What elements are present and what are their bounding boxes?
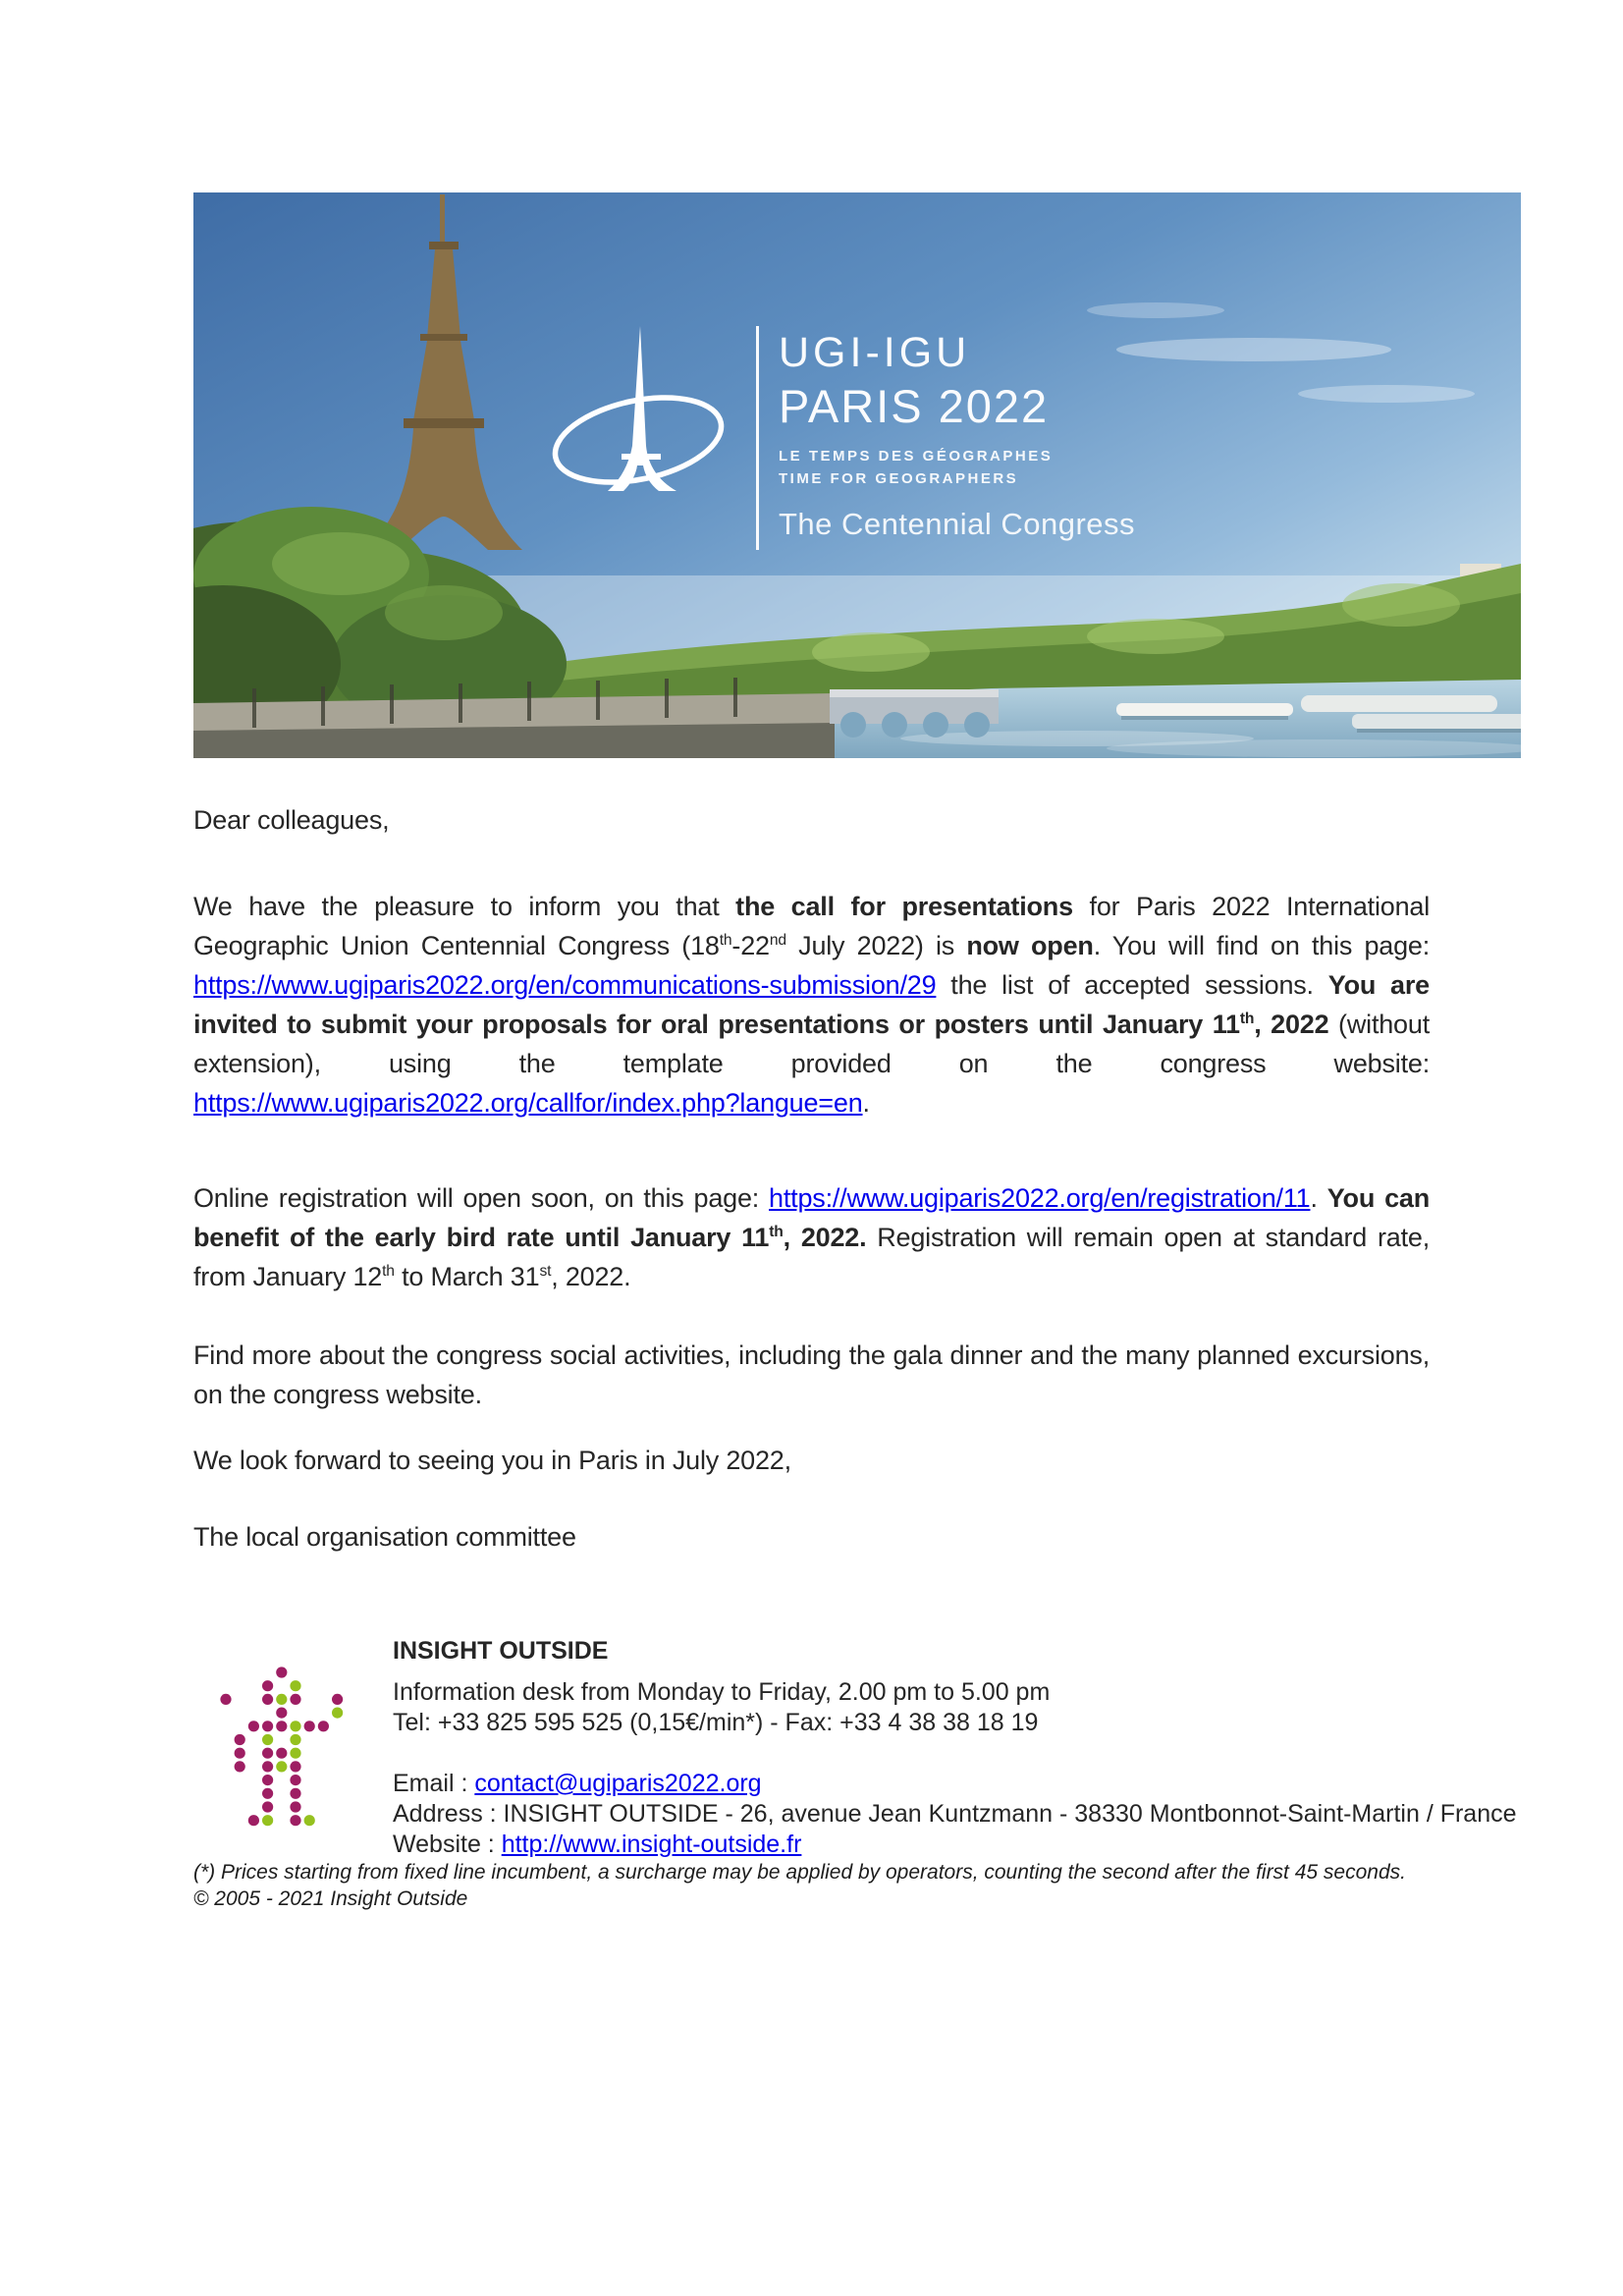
text-segment: (without extension), using the template provided on the congress website:	[193, 1010, 1430, 1078]
hyperlink[interactable]: https://www.ugiparis2022.org/callfor/index.php?langue=en	[193, 1088, 863, 1118]
banner-tagline-fr: LE TEMPS DES GÉOGRAPHES	[779, 448, 1054, 465]
text-segment: Find more about the congress social activities, including the gala dinner and the many planned excursions, on the congress website.	[193, 1340, 1430, 1409]
text-segment: the call for presentations	[735, 892, 1073, 921]
text-segment: You can benefit of the early bird rate until January 11	[193, 1183, 1430, 1252]
congress-logo-icon	[537, 308, 745, 505]
salutation: Dear colleagues,	[193, 805, 390, 835]
text-segment: We have the pleasure to inform you that	[193, 892, 736, 921]
text-segment: th	[769, 1224, 784, 1240]
footer-footnote: (*) Prices starting from fixed line incumbent, a surcharge may be applied by operators, counting the second after the first 45 seconds.	[193, 1861, 1406, 1884]
footer-website-line	[393, 1830, 1517, 1860]
text-segment: -22	[731, 931, 770, 960]
footer-spacer	[393, 1738, 1517, 1769]
signature-line: The local organisation committee	[193, 1522, 576, 1552]
hyperlink[interactable]: contact@ugiparis2022.org	[474, 1770, 762, 1797]
text-segment: th	[382, 1263, 395, 1280]
text-segment: You are invited to submit your proposals for oral presentations or posters until January 11	[193, 970, 1430, 1039]
paragraph-call-for-presentations	[193, 887, 1430, 1122]
text-segment: nd	[769, 932, 786, 949]
insight-outside-logo	[219, 1666, 345, 1827]
paragraph-registration	[193, 1178, 1430, 1296]
text-segment: Address : INSIGHT OUTSIDE - 26, avenue Jean Kuntzmann - 38330 Montbonnot-Saint-Martin / France	[393, 1800, 1517, 1828]
banner-title: PARIS 2022	[779, 380, 1050, 432]
banner-divider-line	[756, 326, 759, 550]
footer-legal-block	[193, 1859, 1406, 1912]
hyperlink[interactable]: http://www.insight-outside.fr	[501, 1831, 802, 1858]
footer-company-name: INSIGHT OUTSIDE	[393, 1637, 609, 1665]
banner-congress-name: The Centennial Congress	[779, 507, 1136, 541]
text-segment: the list of accepted sessions.	[936, 970, 1328, 1000]
text-segment: .	[862, 1088, 870, 1118]
text-segment: Registration will remain open at standard rate, from January 12	[193, 1223, 1431, 1291]
text-segment: to March 31	[394, 1262, 540, 1291]
closing-line: We look forward to seeing you in Paris in July 2022,	[193, 1446, 791, 1475]
text-segment: , 2022.	[551, 1262, 631, 1291]
footer-tel-fax: Tel: +33 825 595 525 (0,15€/min*) - Fax: +33 4 38 38 18 19	[393, 1709, 1039, 1736]
text-segment: now open	[966, 931, 1094, 960]
banner-image	[193, 192, 1521, 758]
hyperlink[interactable]: https://www.ugiparis2022.org/en/registration/11	[769, 1183, 1311, 1213]
footer-info-desk: Information desk from Monday to Friday, 2.00 pm to 5.00 pm	[393, 1678, 1051, 1706]
footer-address-line	[393, 1799, 1517, 1830]
banner-tagline-en: TIME FOR GEOGRAPHERS	[779, 470, 1019, 487]
text-segment: Online registration will open soon, on this page:	[193, 1183, 770, 1213]
footer-email-line	[393, 1769, 1517, 1799]
banner-acronym: UGI-IGU	[779, 329, 971, 376]
text-segment: Email :	[393, 1770, 475, 1797]
text-segment: th	[1239, 1011, 1255, 1027]
paragraph-social-activities	[193, 1336, 1430, 1414]
footer-copyright: © 2005 - 2021 Insight Outside	[193, 1887, 468, 1910]
text-segment: , 2022.	[783, 1223, 867, 1252]
text-segment: , 2022	[1254, 1010, 1329, 1039]
text-segment: st	[539, 1263, 552, 1280]
text-segment: .	[1310, 1183, 1327, 1213]
hyperlink[interactable]: https://www.ugiparis2022.org/en/communications-submission/29	[193, 970, 937, 1000]
footer-contact-block	[393, 1677, 1517, 1860]
text-segment: Website :	[393, 1831, 502, 1858]
text-segment: July 2022) is	[785, 931, 967, 960]
text-segment: th	[719, 932, 732, 949]
text-segment: for Paris 2022 International Geographic Union Centennial Congress (18	[193, 892, 1431, 960]
text-segment: . You will find on this page:	[1093, 931, 1431, 960]
